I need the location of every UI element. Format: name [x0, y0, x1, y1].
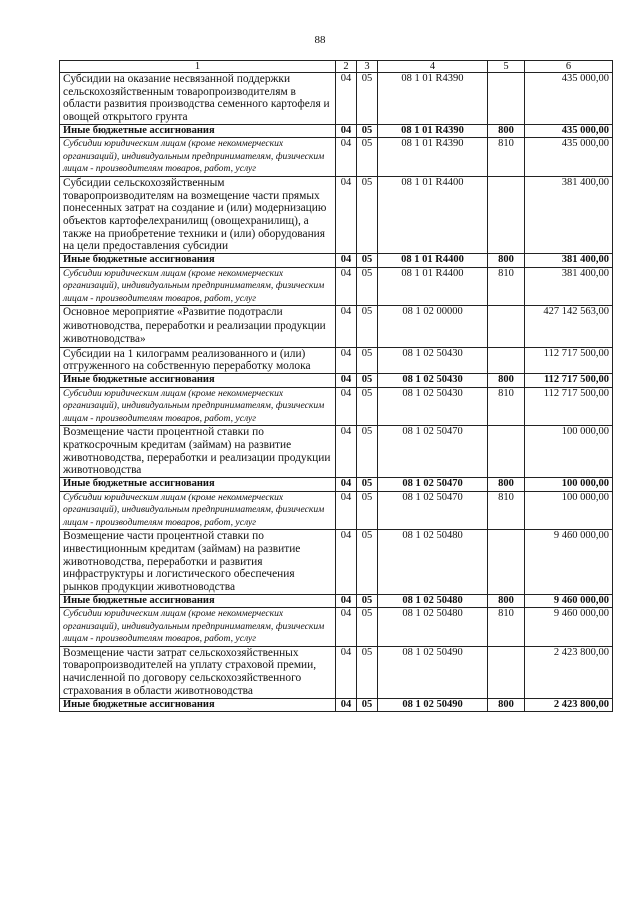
- section-code-cell: 04: [336, 254, 357, 268]
- section-code-cell: 04: [336, 646, 357, 698]
- section-code-cell: 04: [336, 491, 357, 530]
- row-name-cell: Иные бюджетные ассигнования: [60, 254, 336, 268]
- target-article-cell: 08 1 02 50480: [378, 608, 488, 647]
- table-row: [60, 608, 613, 647]
- row-name-cell: Иные бюджетные ассигнования: [60, 478, 336, 492]
- row-name-cell: Основное мероприятие «Развитие подотрасли животноводства, переработки и реализации продукции животноводства»: [60, 306, 336, 348]
- expense-type-cell: 810: [488, 387, 525, 426]
- row-name-cell: Иные бюджетные ассигнования: [60, 124, 336, 138]
- subsection-code-cell: 05: [357, 374, 378, 388]
- target-article-cell: 08 1 02 50470: [378, 491, 488, 530]
- amount-cell: 381 400,00: [525, 254, 613, 268]
- expense-type-cell: 800: [488, 124, 525, 138]
- amount-cell: 9 460 000,00: [525, 530, 613, 595]
- row-name-cell: Субсидии юридическим лицам (кроме некоммерческих организаций), индивидуальным предпринимателям, физическим лицам - производителям товаров, работ, услуг: [60, 267, 336, 306]
- expense-type-cell: [488, 73, 525, 125]
- expense-type-cell: 800: [488, 698, 525, 712]
- table-row: [60, 594, 613, 608]
- header-cell: 1: [60, 61, 336, 73]
- amount-cell: 100 000,00: [525, 426, 613, 478]
- target-article-cell: 08 1 02 50490: [378, 698, 488, 712]
- table-row: [60, 254, 613, 268]
- row-name-cell: Иные бюджетные ассигнования: [60, 594, 336, 608]
- amount-cell: 112 717 500,00: [525, 387, 613, 426]
- row-name-cell: Иные бюджетные ассигнования: [60, 374, 336, 388]
- target-article-cell: 08 1 02 50430: [378, 347, 488, 373]
- row-name-cell: Субсидии на оказание несвязанной поддержки сельскохозяйственным товаропроизводителям в области развития производства семенного картофеля и овощей открытого грунта: [60, 73, 336, 125]
- subsection-code-cell: 05: [357, 138, 378, 177]
- subsection-code-cell: 05: [357, 594, 378, 608]
- section-code-cell: 04: [336, 306, 357, 348]
- section-code-cell: 04: [336, 426, 357, 478]
- expense-type-cell: 800: [488, 594, 525, 608]
- subsection-code-cell: 05: [357, 426, 378, 478]
- section-code-cell: 04: [336, 387, 357, 426]
- target-article-cell: 08 1 02 00000: [378, 306, 488, 348]
- header-row: [60, 61, 613, 73]
- table-row: [60, 267, 613, 306]
- subsection-code-cell: 05: [357, 254, 378, 268]
- section-code-cell: 04: [336, 267, 357, 306]
- target-article-cell: 08 1 01 R4400: [378, 176, 488, 253]
- expense-type-cell: [488, 176, 525, 253]
- table-row: [60, 138, 613, 177]
- table-row: [60, 306, 613, 348]
- amount-cell: 100 000,00: [525, 478, 613, 492]
- target-article-cell: 08 1 01 R4390: [378, 124, 488, 138]
- subsection-code-cell: 05: [357, 698, 378, 712]
- amount-cell: 435 000,00: [525, 124, 613, 138]
- section-code-cell: 04: [336, 73, 357, 125]
- expense-type-cell: 800: [488, 254, 525, 268]
- row-name-cell: Возмещение части процентной ставки по инвестиционным кредитам (займам) на развитие животноводства, переработки и развития инфраструктуры и логистического обеспечения рынков продукции животноводства: [60, 530, 336, 595]
- target-article-cell: 08 1 01 R4400: [378, 267, 488, 306]
- target-article-cell: 08 1 02 50480: [378, 530, 488, 595]
- table-row: [60, 176, 613, 253]
- row-name-cell: Субсидии сельскохозяйственным товаропроизводителям на возмещение части прямых понесенных затрат на создание и (или) модернизацию объектов картофелехранилищ (овощехранилищ), а также на приобретение техники и (или) оборудования на цели предоставления субсидии: [60, 176, 336, 253]
- section-code-cell: 04: [336, 124, 357, 138]
- subsection-code-cell: 05: [357, 491, 378, 530]
- expense-type-cell: [488, 306, 525, 348]
- expense-type-cell: [488, 426, 525, 478]
- amount-cell: 100 000,00: [525, 491, 613, 530]
- table-row: [60, 478, 613, 492]
- subsection-code-cell: 05: [357, 347, 378, 373]
- row-name-cell: Возмещение части процентной ставки по краткосрочным кредитам (займам) на развитие животноводства, переработки и реализации продукции животноводства: [60, 426, 336, 478]
- table-row: [60, 646, 613, 698]
- target-article-cell: 08 1 02 50490: [378, 646, 488, 698]
- table-row: [60, 374, 613, 388]
- expense-type-cell: 810: [488, 608, 525, 647]
- subsection-code-cell: 05: [357, 608, 378, 647]
- row-name-cell: Субсидии юридическим лицам (кроме некоммерческих организаций), индивидуальным предпринимателям, физическим лицам - производителям товаров, работ, услуг: [60, 138, 336, 177]
- table-row: [60, 347, 613, 373]
- row-name-cell: Субсидии юридическим лицам (кроме некоммерческих организаций), индивидуальным предпринимателям, физическим лицам - производителям товаров, работ, услуг: [60, 491, 336, 530]
- target-article-cell: 08 1 02 50470: [378, 426, 488, 478]
- section-code-cell: 04: [336, 138, 357, 177]
- expense-type-cell: 810: [488, 267, 525, 306]
- section-code-cell: 04: [336, 608, 357, 647]
- expense-type-cell: 810: [488, 491, 525, 530]
- section-code-cell: 04: [336, 698, 357, 712]
- header-cell: 6: [525, 61, 613, 73]
- amount-cell: 427 142 563,00: [525, 306, 613, 348]
- subsection-code-cell: 05: [357, 530, 378, 595]
- target-article-cell: 08 1 02 50430: [378, 387, 488, 426]
- expense-type-cell: 800: [488, 478, 525, 492]
- section-code-cell: 04: [336, 374, 357, 388]
- amount-cell: 381 400,00: [525, 176, 613, 253]
- header-cell: 5: [488, 61, 525, 73]
- target-article-cell: 08 1 02 50480: [378, 594, 488, 608]
- page-number: 88: [314, 34, 326, 46]
- amount-cell: 435 000,00: [525, 138, 613, 177]
- budget-table: [59, 60, 613, 712]
- expense-type-cell: [488, 530, 525, 595]
- target-article-cell: 08 1 01 R4400: [378, 254, 488, 268]
- row-name-cell: Субсидии юридическим лицам (кроме некоммерческих организаций), индивидуальным предпринимателям, физическим лицам - производителям товаров, работ, услуг: [60, 387, 336, 426]
- target-article-cell: 08 1 02 50430: [378, 374, 488, 388]
- header-cell: 2: [336, 61, 357, 73]
- amount-cell: 112 717 500,00: [525, 374, 613, 388]
- subsection-code-cell: 05: [357, 73, 378, 125]
- subsection-code-cell: 05: [357, 387, 378, 426]
- amount-cell: 2 423 800,00: [525, 698, 613, 712]
- subsection-code-cell: 05: [357, 646, 378, 698]
- section-code-cell: 04: [336, 176, 357, 253]
- row-name-cell: Субсидии на 1 килограмм реализованного и (или) отгруженного на собственную переработку молока: [60, 347, 336, 373]
- amount-cell: 112 717 500,00: [525, 347, 613, 373]
- table-row: [60, 73, 613, 125]
- row-name-cell: Субсидии юридическим лицам (кроме некоммерческих организаций), индивидуальным предпринимателям, физическим лицам - производителям товаров, работ, услуг: [60, 608, 336, 647]
- row-name-cell: Иные бюджетные ассигнования: [60, 698, 336, 712]
- target-article-cell: 08 1 01 R4390: [378, 73, 488, 125]
- header-cell: 4: [378, 61, 488, 73]
- subsection-code-cell: 05: [357, 176, 378, 253]
- amount-cell: 435 000,00: [525, 73, 613, 125]
- table-row: [60, 530, 613, 595]
- section-code-cell: 04: [336, 478, 357, 492]
- table-row: [60, 387, 613, 426]
- expense-type-cell: [488, 646, 525, 698]
- amount-cell: 381 400,00: [525, 267, 613, 306]
- table-row: [60, 698, 613, 712]
- expense-type-cell: 800: [488, 374, 525, 388]
- section-code-cell: 04: [336, 530, 357, 595]
- amount-cell: 9 460 000,00: [525, 608, 613, 647]
- table-row: [60, 491, 613, 530]
- section-code-cell: 04: [336, 594, 357, 608]
- table-row: [60, 426, 613, 478]
- subsection-code-cell: 05: [357, 267, 378, 306]
- target-article-cell: 08 1 01 R4390: [378, 138, 488, 177]
- expense-type-cell: 810: [488, 138, 525, 177]
- expense-type-cell: [488, 347, 525, 373]
- amount-cell: 9 460 000,00: [525, 594, 613, 608]
- header-cell: 3: [357, 61, 378, 73]
- target-article-cell: 08 1 02 50470: [378, 478, 488, 492]
- subsection-code-cell: 05: [357, 306, 378, 348]
- subsection-code-cell: 05: [357, 124, 378, 138]
- row-name-cell: Возмещение части затрат сельскохозяйственных товаропроизводителей на уплату страховой премии, начисленной по договору сельскохозяйственного страхования в области животноводства: [60, 646, 336, 698]
- subsection-code-cell: 05: [357, 478, 378, 492]
- section-code-cell: 04: [336, 347, 357, 373]
- table-row: [60, 124, 613, 138]
- amount-cell: 2 423 800,00: [525, 646, 613, 698]
